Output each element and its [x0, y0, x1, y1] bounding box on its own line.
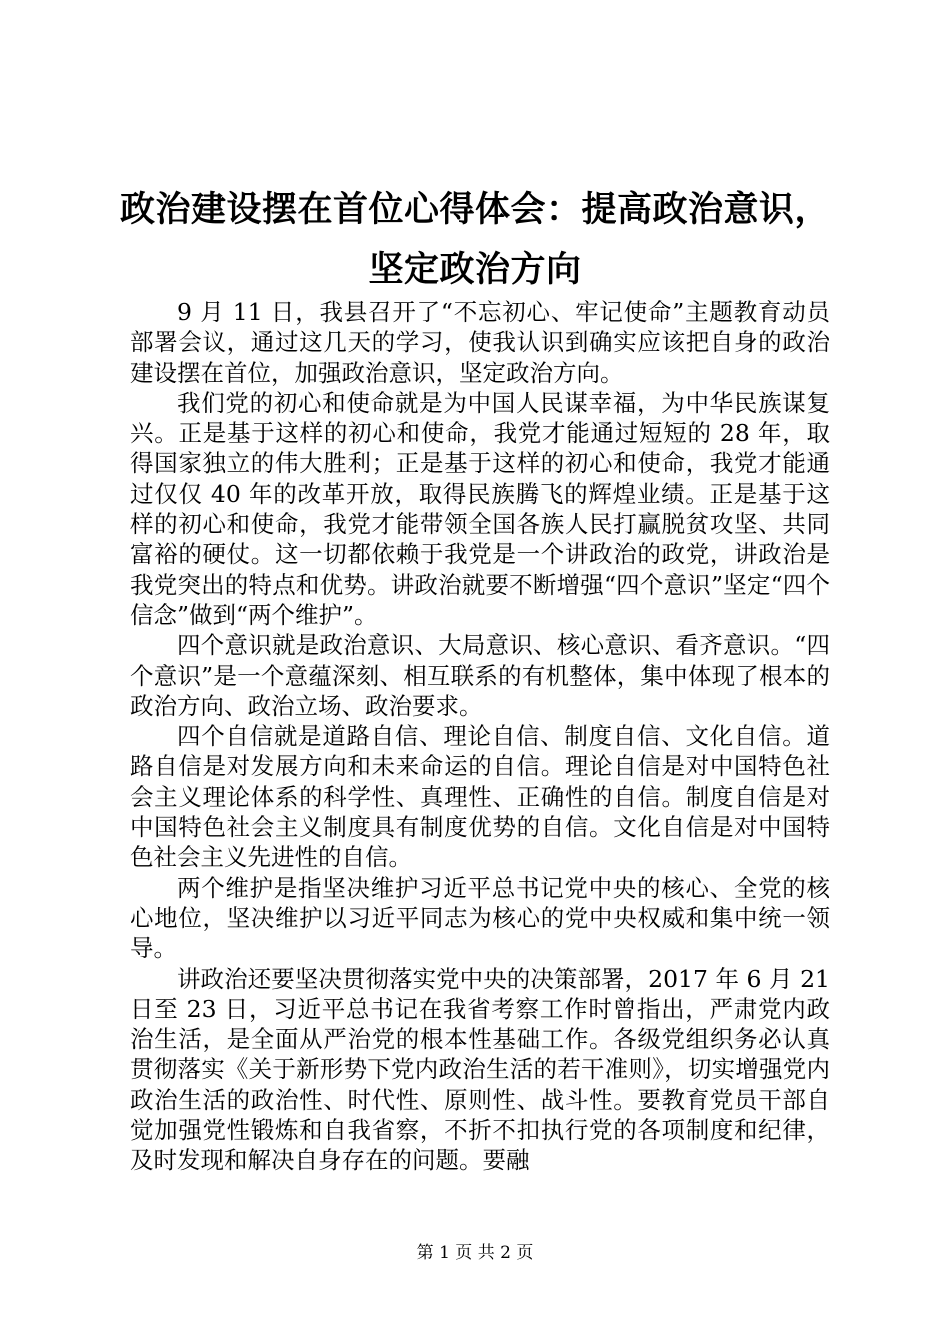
paragraph: 9 月 11 日，我县召开了“不忘初心、牢记使命”主题教育动员部署会议，通过这几天的学习，使我认识到确实应该把自身的政治建设摆在首位，加强政治意识，坚定政治方向。: [130, 298, 830, 387]
document-title-line-1: 政治建设摆在首位心得体会：提高政治意识，: [119, 189, 830, 230]
paragraph: 两个维护是指坚决维护习近平总书记党中央的核心、全党的核心地位，坚决维护以习近平同志为核心的党中央权威和集中统一领导。: [130, 873, 830, 963]
document-body: [130, 297, 830, 1176]
page-footer: 第 1 页 共 2 页: [416, 1243, 534, 1263]
paragraph: 我们党的初心和使命就是为中国人民谋幸福，为中华民族谋复兴。正是基于这样的初心和使命，我党才能通过短短的 28 年，取得国家独立的伟大胜利；正是基于这样的初心和使命，我党才能通过仅仅 40 年的改革开放，取得民族腾飞的辉煌业绩。正是基于这样的初心和使命，我党才能带领全国各族人民打赢脱贫攻坚、共同富裕的硬仗。这一切都依赖于我党是一个讲政治的政党，讲政治是我党突出的特点和优势。讲政治就要不断增强“四个意识”坚定“四个信念”做到“两个维护”。: [130, 388, 830, 629]
paragraph: 讲政治还要坚决贯彻落实党中央的决策部署，2017 年 6 月 21 日至 23 日，习近平总书记在我省考察工作时曾指出，严肃党内政治生活，是全面从严治党的根本性基础工作。各级党组织务必认真贯彻落实《关于新形势下党内政治生活的若干准则》，切实增强党内政治生活的政治性、时代性、原则性、战斗性。要教育党员干部自觉加强党性锻炼和自我省察，不折不扣执行党的各项制度和纪律，及时发现和解决自身存在的问题。要融: [130, 964, 830, 1175]
paragraph: 四个意识就是政治意识、大局意识、核心意识、看齐意识。“四个意识”是一个意蕴深刻、相互联系的有机整体，集中体现了根本的政治方向、政治立场、政治要求。: [130, 631, 830, 720]
paragraph: 四个自信就是道路自信、理论自信、制度自信、文化自信。道路自信是对发展方向和未来命运的自信。理论自信是对中国特色社会主义理论体系的科学性、真理性、正确性的自信。制度自信是对中国特色社会主义制度具有制度优势的自信。文化自信是对中国特色社会主义先进性的自信。: [130, 722, 830, 872]
document-title-line-2: 坚定政治方向: [368, 249, 582, 290]
